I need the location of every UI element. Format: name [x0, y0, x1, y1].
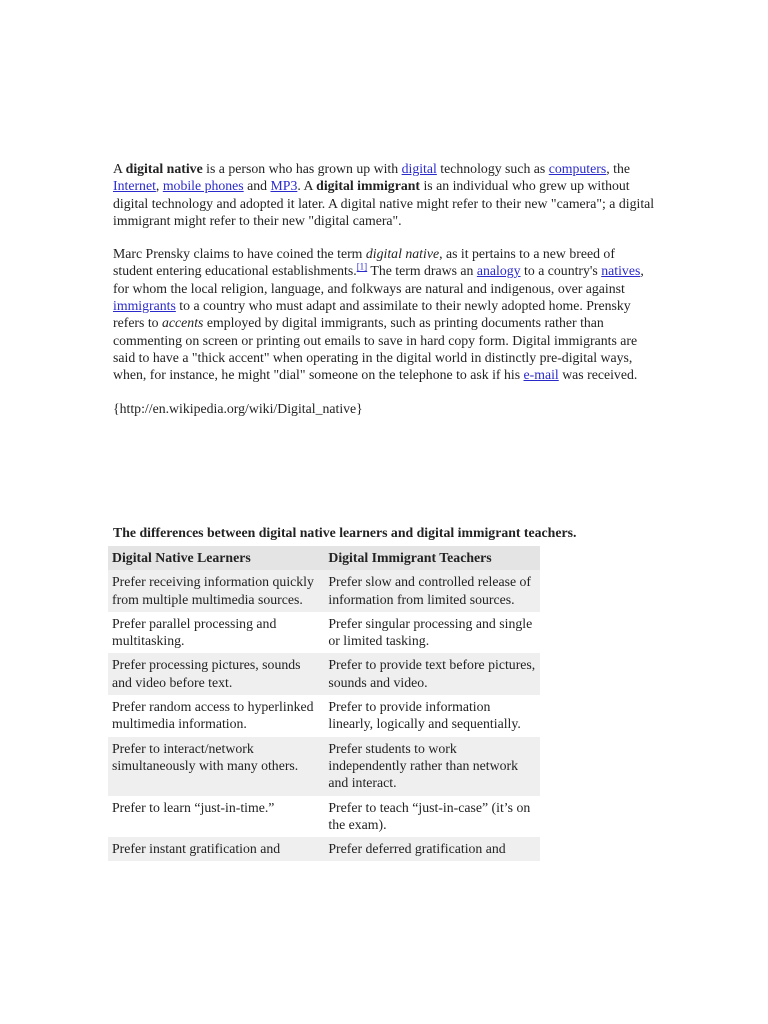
text: , as it pertains to a new breed of student entering educational establishments. [113, 246, 615, 279]
table-cell: Prefer random access to hyperlinked multimedia information. [108, 695, 324, 737]
table-cell: Prefer slow and controlled release of information from limited sources. [324, 570, 540, 612]
text: Marc Prensky claims to have coined the term [113, 246, 366, 262]
link-email[interactable]: e-mail [523, 367, 559, 383]
column-header: Digital Native Learners [108, 546, 324, 570]
document-body [113, 160, 658, 417]
text: and [243, 178, 271, 194]
table-row [108, 837, 540, 861]
table-cell: Prefer instant gratification and [108, 837, 324, 861]
comparison-table [108, 546, 540, 861]
text: to a country's [520, 263, 602, 279]
link-computers[interactable]: computers [548, 161, 607, 176]
text: , the [606, 161, 630, 176]
link-immigrants[interactable]: immigrants [113, 298, 176, 314]
table-row [108, 737, 540, 796]
term-digital-native: digital native [125, 161, 203, 176]
text: technology such as [436, 161, 549, 176]
table-cell: Prefer to provide text before pictures, sounds and video. [324, 653, 540, 695]
table-cell: Prefer receiving information quickly from multiple multimedia sources. [108, 570, 324, 612]
table-header-row [108, 546, 540, 570]
table-cell: Prefer parallel processing and multitasking. [108, 612, 324, 654]
table-cell: Prefer to teach “just-in-case” (it’s on the exam). [324, 796, 540, 838]
table-cell: Prefer singular processing and single or limited tasking. [324, 612, 540, 654]
text: was received. [558, 367, 638, 383]
link-mp3[interactable]: MP3 [270, 178, 298, 194]
link-internet[interactable]: Internet [113, 178, 156, 194]
column-header: Digital Immigrant Teachers [324, 546, 540, 570]
text: employed by digital immigrants, such as printing documents rather than commenting on screen or printing out emails to save in hard copy form. Digital immigrants are said to have a "thick accent" when operating in the digital world in distinctly pre-digital ways, when, for instance, he might "dial" someone on the telephone to ask if his [113, 315, 638, 383]
term-digital-native-italic: digital native [365, 246, 440, 262]
paragraph-digital-native-definition [113, 160, 658, 229]
table-cell: Prefer students to work independently rather than network and interact. [324, 737, 540, 796]
text: The term draws an [367, 263, 477, 279]
text: to a country who must adapt and assimilate to their newly adopted home. Prensky refers to [113, 298, 631, 331]
table-row [108, 612, 540, 654]
table-row [108, 695, 540, 737]
table-cell: Prefer to interact/network simultaneously with many others. [108, 737, 324, 796]
table-row [108, 796, 540, 838]
text: . A [297, 178, 317, 194]
text: is a person who has grown up with [202, 161, 402, 176]
link-digital[interactable]: digital [401, 161, 437, 176]
table-row [108, 653, 540, 695]
table-caption: The differences between digital native learners and digital immigrant teachers. [113, 525, 577, 540]
paragraph-prensky [113, 245, 658, 383]
term-digital-immigrant: digital immigrant [316, 178, 420, 194]
text: , for whom the local religion, language, and folkways are natural and indigenous, over against [113, 263, 644, 296]
table-cell: Prefer deferred gratification and [324, 837, 540, 861]
table-cell: Prefer to learn “just-in-time.” [108, 796, 324, 838]
link-natives[interactable]: natives [601, 263, 641, 279]
link-mobile-phones[interactable]: mobile phones [162, 178, 244, 194]
text: , [155, 178, 163, 194]
source-citation: {http://en.wikipedia.org/wiki/Digital_native} [113, 400, 363, 416]
text: is an individual who grew up without digital technology and adopted it later. A digital native might refer to their new "camera"; a digital immigrant might refer to their new "digital camera". [113, 178, 655, 228]
text: A [113, 161, 126, 176]
term-accents: accents [162, 315, 204, 331]
table-row [108, 570, 540, 612]
table-cell: Prefer processing pictures, sounds and video before text. [108, 653, 324, 695]
reference-1[interactable]: [1] [356, 261, 368, 272]
table-cell: Prefer to provide information linearly, logically and sequentially. [324, 695, 540, 737]
link-analogy[interactable]: analogy [476, 263, 521, 279]
